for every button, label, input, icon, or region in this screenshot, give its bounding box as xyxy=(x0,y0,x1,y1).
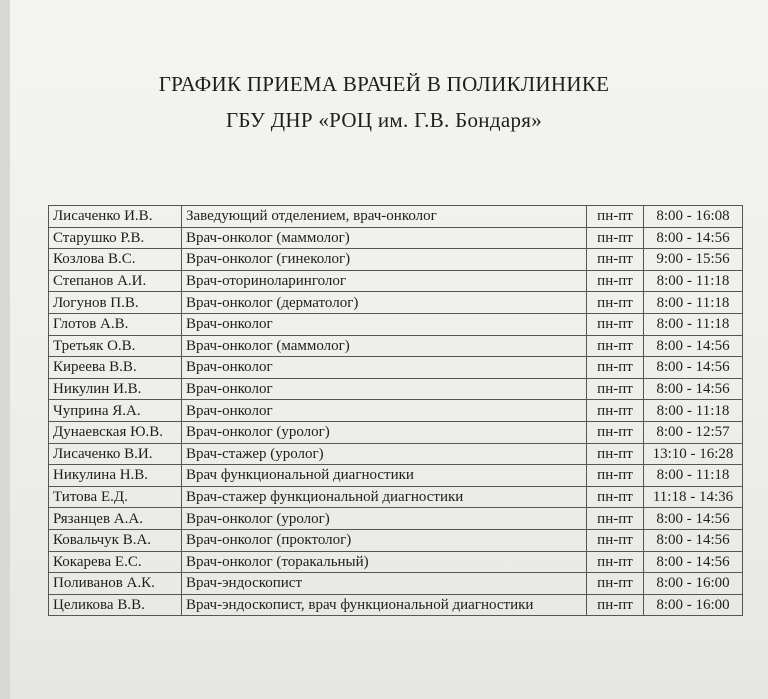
days-cell: пн-пт xyxy=(587,594,644,616)
hours-cell: 8:00 - 11:18 xyxy=(644,400,743,422)
days-cell: пн-пт xyxy=(587,573,644,595)
hours-cell: 8:00 - 14:56 xyxy=(644,529,743,551)
position-cell: Врач-онколог (уролог) xyxy=(182,508,587,530)
position-cell: Врач-онколог (дерматолог) xyxy=(182,292,587,314)
table-row xyxy=(49,313,743,335)
hours-cell: 8:00 - 11:18 xyxy=(644,465,743,487)
position-cell: Врач-стажер (уролог) xyxy=(182,443,587,465)
days-cell: пн-пт xyxy=(587,508,644,530)
schedule-rows xyxy=(49,206,743,616)
hours-cell: 8:00 - 14:56 xyxy=(644,508,743,530)
doctor-name-cell: Титова Е.Д. xyxy=(49,486,182,508)
days-cell: пн-пт xyxy=(587,206,644,228)
doctor-name-cell: Степанов А.И. xyxy=(49,270,182,292)
days-cell: пн-пт xyxy=(587,249,644,271)
doctor-name-cell: Никулин И.В. xyxy=(49,378,182,400)
table-row xyxy=(49,594,743,616)
position-cell: Врач функциональной диагностики xyxy=(182,465,587,487)
table-row xyxy=(49,357,743,379)
position-cell: Врач-онколог (маммолог) xyxy=(182,227,587,249)
doctor-name-cell: Лисаченко И.В. xyxy=(49,206,182,228)
table-row xyxy=(49,551,743,573)
days-cell: пн-пт xyxy=(587,292,644,314)
position-cell: Врач-онколог (уролог) xyxy=(182,421,587,443)
doctor-name-cell: Поливанов А.К. xyxy=(49,573,182,595)
days-cell: пн-пт xyxy=(587,443,644,465)
hours-cell: 8:00 - 14:56 xyxy=(644,378,743,400)
days-cell: пн-пт xyxy=(587,357,644,379)
doctor-name-cell: Глотов А.В. xyxy=(49,313,182,335)
hours-cell: 8:00 - 14:56 xyxy=(644,357,743,379)
table-row xyxy=(49,529,743,551)
hours-cell: 8:00 - 11:18 xyxy=(644,270,743,292)
doctor-name-cell: Чуприна Я.А. xyxy=(49,400,182,422)
position-cell: Врач-стажер функциональной диагностики xyxy=(182,486,587,508)
days-cell: пн-пт xyxy=(587,529,644,551)
doctor-name-cell: Рязанцев А.А. xyxy=(49,508,182,530)
position-cell: Врач-онколог (проктолог) xyxy=(182,529,587,551)
hours-cell: 8:00 - 16:08 xyxy=(644,206,743,228)
doctor-name-cell: Лисаченко В.И. xyxy=(49,443,182,465)
hours-cell: 11:18 - 14:36 xyxy=(644,486,743,508)
doctor-name-cell: Никулина Н.В. xyxy=(49,465,182,487)
days-cell: пн-пт xyxy=(587,421,644,443)
position-cell: Врач-онколог (гинеколог) xyxy=(182,249,587,271)
table-row xyxy=(49,206,743,228)
table-row xyxy=(49,508,743,530)
days-cell: пн-пт xyxy=(587,486,644,508)
table-row xyxy=(49,443,743,465)
position-cell: Врач-эндоскопист xyxy=(182,573,587,595)
position-cell: Врач-эндоскопист, врач функциональной диагностики xyxy=(182,594,587,616)
position-cell: Заведующий отделением, врач-онколог xyxy=(182,206,587,228)
table-row xyxy=(49,227,743,249)
hours-cell: 8:00 - 16:00 xyxy=(644,573,743,595)
schedule-table xyxy=(48,205,743,616)
page-subtitle: ГБУ ДНР «РОЦ им. Г.В. Бондаря» xyxy=(225,108,543,132)
table-row xyxy=(49,335,743,357)
doctor-name-cell: Дунаевская Ю.В. xyxy=(49,421,182,443)
doctor-name-cell: Киреева В.В. xyxy=(49,357,182,379)
days-cell: пн-пт xyxy=(587,227,644,249)
days-cell: пн-пт xyxy=(587,378,644,400)
table-row xyxy=(49,465,743,487)
table-row xyxy=(49,292,743,314)
doctor-name-cell: Ковальчук В.А. xyxy=(49,529,182,551)
hours-cell: 8:00 - 14:56 xyxy=(644,227,743,249)
days-cell: пн-пт xyxy=(587,465,644,487)
position-cell: Врач-оториноларинголог xyxy=(182,270,587,292)
hours-cell: 8:00 - 12:57 xyxy=(644,421,743,443)
hours-cell: 8:00 - 14:56 xyxy=(644,551,743,573)
days-cell: пн-пт xyxy=(587,313,644,335)
table-row xyxy=(49,378,743,400)
position-cell: Врач-онколог xyxy=(182,357,587,379)
page-title: ГРАФИК ПРИЕМА ВРАЧЕЙ В ПОЛИКЛИНИКЕ xyxy=(158,72,610,96)
hours-cell: 13:10 - 16:28 xyxy=(644,443,743,465)
table-row xyxy=(49,573,743,595)
position-cell: Врач-онколог xyxy=(182,313,587,335)
position-cell: Врач-онколог (торакальный) xyxy=(182,551,587,573)
position-cell: Врач-онколог xyxy=(182,378,587,400)
position-cell: Врач-онколог (маммолог) xyxy=(182,335,587,357)
hours-cell: 8:00 - 11:18 xyxy=(644,313,743,335)
days-cell: пн-пт xyxy=(587,335,644,357)
days-cell: пн-пт xyxy=(587,400,644,422)
doctor-name-cell: Кокарева Е.С. xyxy=(49,551,182,573)
hours-cell: 8:00 - 11:18 xyxy=(644,292,743,314)
hours-cell: 9:00 - 15:56 xyxy=(644,249,743,271)
days-cell: пн-пт xyxy=(587,270,644,292)
doctor-name-cell: Третьяк О.В. xyxy=(49,335,182,357)
doctor-name-cell: Старушко Р.В. xyxy=(49,227,182,249)
position-cell: Врач-онколог xyxy=(182,400,587,422)
doctor-name-cell: Целикова В.В. xyxy=(49,594,182,616)
hours-cell: 8:00 - 14:56 xyxy=(644,335,743,357)
table-row xyxy=(49,421,743,443)
table-row xyxy=(49,249,743,271)
days-cell: пн-пт xyxy=(587,551,644,573)
doctor-name-cell: Козлова В.С. xyxy=(49,249,182,271)
table-row xyxy=(49,486,743,508)
hours-cell: 8:00 - 16:00 xyxy=(644,594,743,616)
table-row xyxy=(49,400,743,422)
table-row xyxy=(49,270,743,292)
doctor-name-cell: Логунов П.В. xyxy=(49,292,182,314)
